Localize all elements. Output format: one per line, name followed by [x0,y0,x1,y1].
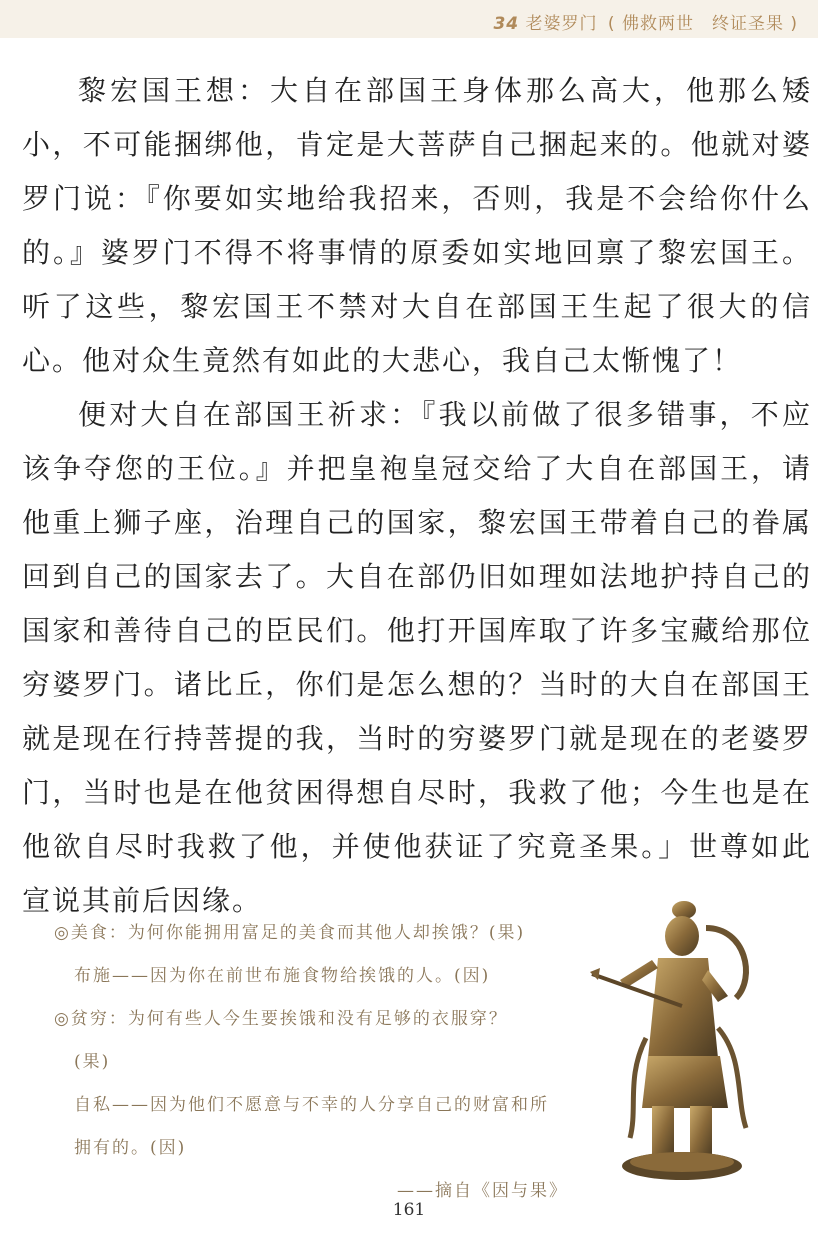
chapter-title: 老婆罗门 [525,14,598,34]
bronze-statue-image [586,888,766,1188]
note-answer-cont: 拥有的。(因) [74,1138,187,1158]
page-number: 161 [392,1200,426,1220]
note-source: ——摘自《因与果》 [397,1181,568,1201]
chapter-number: 34 [493,14,520,34]
cause-effect-note [54,912,574,1213]
note-answer: 布施——因为你在前世布施食物给挨饿的人。(因) [74,966,491,986]
note-answer: 自私——因为他们不愿意与不幸的人分享自己的财富和所 [74,1095,549,1115]
chapter-subtitle: ( 佛救两世 终证圣果 ) [607,14,798,34]
running-head [493,9,798,34]
main-text [22,64,812,928]
statue-figure [586,888,766,1188]
page-header [0,0,818,38]
paragraph: 黎宏国王想：大自在部国王身体那么高大，他那么矮小，不可能捆绑他，肯定是大菩萨自己捆起来的。他就对婆罗门说：『你要如实地给我招来，否则，我是不会给你什么的。』婆罗门不得不将事情的原委如实地回禀了黎宏国王。听了这些，黎宏国王不禁对大自在部国王生起了很大的信心。他对众生竟然有如此的大悲心，我自己太惭愧了！ [22,74,812,377]
note-question: ◎贫穷：为何有些人今生要挨饿和没有足够的衣服穿？ [54,1009,508,1029]
paragraph: 便对大自在部国王祈求：『我以前做了很多错事，不应该争夺您的王位。』并把皇袍皇冠交给了大自在部国王，请他重上狮子座，治理自己的国家，黎宏国王带着自己的眷属回到自己的国家去了。大自在部仍旧如理如法地护持自己的国家和善待自己的臣民们。他打开国库取了许多宝藏给那位穷婆罗门。诸比丘，你们是怎么想的？当时的大自在部国王就是现在行持菩提的我，当时的穷婆罗门就是现在的老婆罗门，当时也是在他贫困得想自尽时，我救了他；今生也是在他欲自尽时我救了他，并使他获证了究竟圣果。」世尊如此宣说其前后因缘。 [22,398,812,917]
note-question-cont: (果) [74,1052,111,1072]
note-question: ◎美食：为何你能拥用富足的美食而其他人却挨饿？(果) [54,923,526,943]
